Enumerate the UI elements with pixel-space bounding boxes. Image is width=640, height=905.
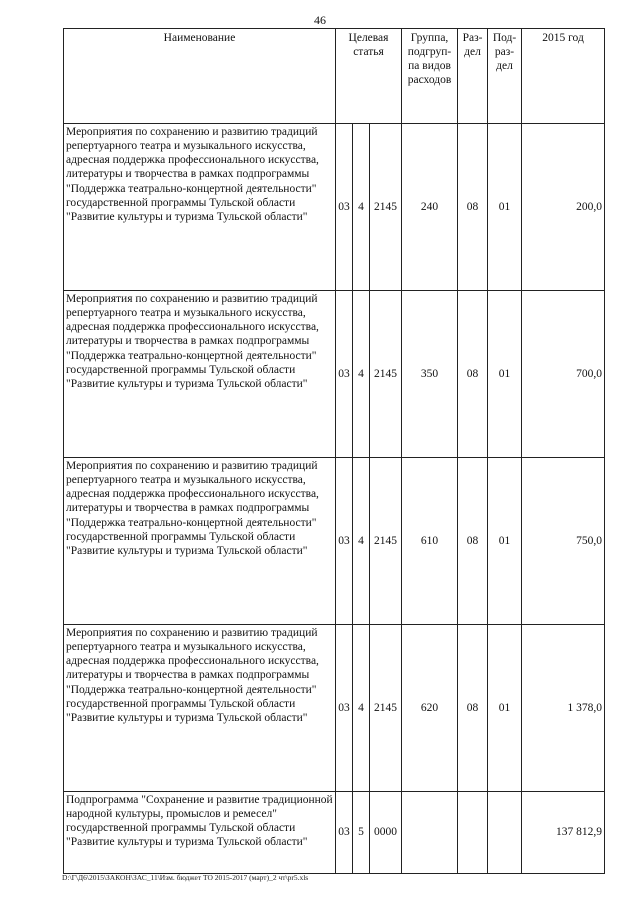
row-section: 08 (458, 291, 488, 458)
table-row (64, 625, 605, 792)
header-section: Раз-дел (458, 29, 488, 124)
row-code-direction: 2145 (370, 124, 402, 291)
row-subsection: 01 (488, 625, 522, 792)
header-expense-group: Группа, подгруп-па видов расходов (402, 29, 458, 124)
header-subsection: Под-раз-дел (488, 29, 522, 124)
row-subsection: 01 (488, 458, 522, 625)
row-subsection (488, 792, 522, 874)
row-section: 08 (458, 124, 488, 291)
row-section: 08 (458, 458, 488, 625)
row-expense-group: 240 (402, 124, 458, 291)
header-target-article: Целевая статья (336, 29, 402, 124)
row-name: Мероприятия по сохранению и развитию традиций репертуарного театра и музыкального искусства, адресная поддержка профессионального искусства, литературы и творчества в рамках подпрограммы "Поддержка театрально-концертной деятельности" государственной программы Тульской области "Развитие культуры и туризма Тульской области" (64, 625, 336, 792)
page-number: 46 (314, 13, 326, 27)
row-code-program: 03 (336, 625, 353, 792)
header-year: 2015 год (522, 29, 605, 124)
header-name: Наименование (64, 29, 336, 124)
row-expense-group: 350 (402, 291, 458, 458)
row-section (458, 792, 488, 874)
row-code-direction: 2145 (370, 291, 402, 458)
row-code-direction: 2145 (370, 625, 402, 792)
row-code-program: 03 (336, 291, 353, 458)
row-name: Подпрограмма "Сохранение и развитие традиционной народной культуры, промыслов и ремесел" государственной программы Тульской области "Развитие культуры и туризма Тульской области" (64, 792, 336, 874)
row-subsection: 01 (488, 124, 522, 291)
row-code-direction: 0000 (370, 792, 402, 874)
row-amount: 200,0 (522, 124, 605, 291)
table-row (64, 458, 605, 625)
row-name: Мероприятия по сохранению и развитию традиций репертуарного театра и музыкального искусства, адресная поддержка профессионального искусства, литературы и творчества в рамках подпрограммы "Поддержка театрально-концертной деятельности" государственной программы Тульской области "Развитие культуры и туризма Тульской области" (64, 124, 336, 291)
row-amount: 750,0 (522, 458, 605, 625)
row-code-subprogram: 4 (353, 124, 370, 291)
row-code-program: 03 (336, 458, 353, 625)
row-code-subprogram: 4 (353, 291, 370, 458)
row-code-direction: 2145 (370, 458, 402, 625)
row-expense-group: 610 (402, 458, 458, 625)
table-row (64, 792, 605, 874)
table-row (64, 291, 605, 458)
row-name: Мероприятия по сохранению и развитию традиций репертуарного театра и музыкального искусства, адресная поддержка профессионального искусства, литературы и творчества в рамках подпрограммы "Поддержка театрально-концертной деятельности" государственной программы Тульской области "Развитие культуры и туризма Тульской области" (64, 291, 336, 458)
row-amount: 137 812,9 (522, 792, 605, 874)
file-path-footer: D:\Г\Д6\2015\ЗАКОН\ЗАС_11\Изм. бюджет ТО 2015-2017 (март)_2 чт\pr5.xls (62, 873, 309, 882)
budget-table (63, 28, 605, 874)
table-header-row (64, 29, 605, 124)
row-expense-group: 620 (402, 625, 458, 792)
row-subsection: 01 (488, 291, 522, 458)
row-amount: 700,0 (522, 291, 605, 458)
row-section: 08 (458, 625, 488, 792)
row-expense-group (402, 792, 458, 874)
row-code-program: 03 (336, 124, 353, 291)
row-code-subprogram: 4 (353, 458, 370, 625)
row-code-subprogram: 4 (353, 625, 370, 792)
table-row (64, 124, 605, 291)
row-code-program: 03 (336, 792, 353, 874)
row-code-subprogram: 5 (353, 792, 370, 874)
row-amount: 1 378,0 (522, 625, 605, 792)
row-name: Мероприятия по сохранению и развитию традиций репертуарного театра и музыкального искусства, адресная поддержка профессионального искусства, литературы и творчества в рамках подпрограммы "Поддержка театрально-концертной деятельности" государственной программы Тульской области "Развитие культуры и туризма Тульской области" (64, 458, 336, 625)
